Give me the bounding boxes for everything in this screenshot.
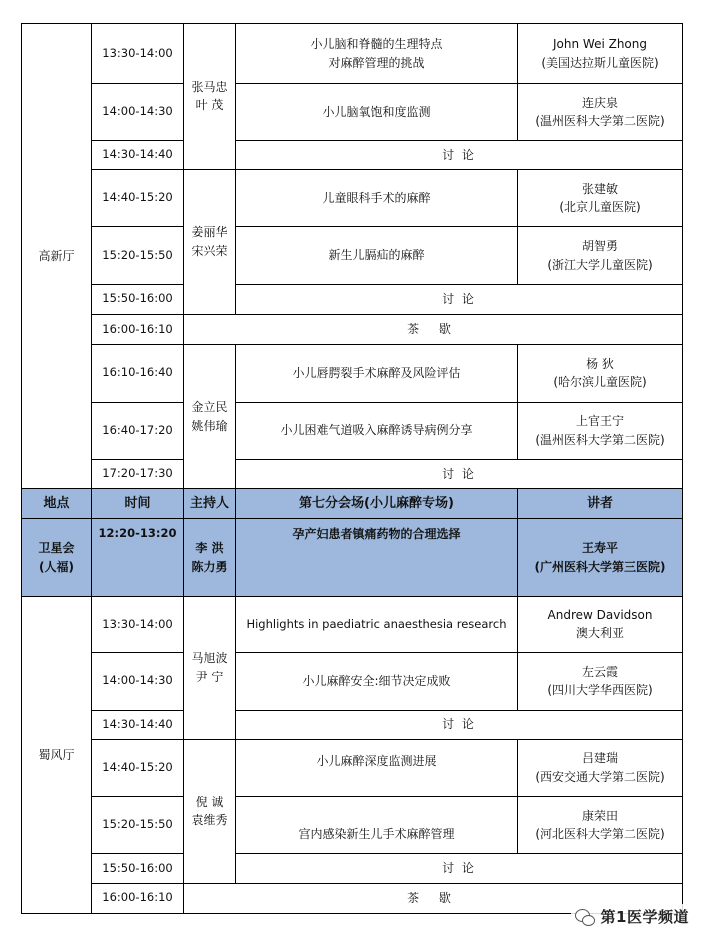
speaker-cell bbox=[518, 653, 683, 710]
time-cell: 13:30-14:00 bbox=[92, 24, 184, 84]
talk-title-cell: 小儿麻醉深度监测进展 bbox=[236, 739, 518, 796]
tea-break-cell: 茶 歇 bbox=[184, 883, 683, 913]
table-row bbox=[22, 596, 683, 652]
header-session-title: 第七分会场(小儿麻醉专场) bbox=[236, 489, 518, 519]
talk-title-cell: 小儿脑氧饱和度监测 bbox=[236, 84, 518, 140]
talk-title: 对麻醉管理的挑战 bbox=[328, 55, 425, 70]
speaker-org: (西安交通大学第二医院) bbox=[535, 769, 665, 784]
host-name: 金立民 bbox=[191, 400, 228, 414]
speaker-org: (四川大学华西医院) bbox=[547, 683, 653, 698]
table-row bbox=[22, 140, 683, 169]
speaker-name: 王寿平 bbox=[581, 540, 618, 555]
speaker-cell bbox=[518, 797, 683, 854]
watermark bbox=[571, 904, 693, 929]
time-cell: 14:30-14:40 bbox=[92, 140, 184, 169]
time-cell: 12:20-13:20 bbox=[92, 519, 184, 597]
venue-cell: 蜀风厅 bbox=[22, 596, 92, 913]
wechat-icon bbox=[575, 907, 595, 927]
speaker-name: 胡智勇 bbox=[581, 238, 618, 253]
time-cell: 13:30-14:00 bbox=[92, 596, 184, 652]
venue-sponsor: (人福) bbox=[39, 559, 74, 574]
venue-cell bbox=[22, 519, 92, 597]
speaker-name: 张建敏 bbox=[581, 181, 618, 196]
schedule-table bbox=[21, 23, 683, 914]
speaker-cell bbox=[518, 739, 683, 796]
speaker-name: 上官王宁 bbox=[575, 414, 624, 429]
host-cell bbox=[184, 596, 236, 739]
table-row bbox=[22, 797, 683, 854]
host-name: 张马忠 bbox=[191, 79, 228, 94]
host-name: 叶 茂 bbox=[195, 98, 224, 113]
speaker-cell bbox=[518, 24, 683, 84]
time-cell: 15:20-15:50 bbox=[92, 227, 184, 284]
time-cell: 15:20-15:50 bbox=[92, 797, 184, 854]
speaker-org: (美国达拉斯儿童医院) bbox=[541, 55, 659, 70]
table-row bbox=[22, 402, 683, 459]
speaker-cell bbox=[518, 519, 683, 597]
speaker-name: Andrew Davidson bbox=[547, 607, 653, 622]
speaker-cell bbox=[518, 345, 683, 402]
host-name: 宋兴荣 bbox=[191, 243, 228, 258]
discussion-cell: 讨 论 bbox=[236, 140, 683, 169]
host-cell bbox=[184, 519, 236, 597]
table-row bbox=[22, 653, 683, 710]
talk-title-cell: Highlights in paediatric anaesthesia research bbox=[236, 596, 518, 652]
time-cell: 14:40-15:20 bbox=[92, 169, 184, 226]
host-cell bbox=[184, 169, 236, 314]
speaker-org: (温州医科大学第二医院) bbox=[535, 432, 665, 447]
time-cell: 16:40-17:20 bbox=[92, 402, 184, 459]
table-row bbox=[22, 710, 683, 739]
talk-title-cell: 小儿麻醉安全:细节决定成败 bbox=[236, 653, 518, 710]
discussion-cell: 讨 论 bbox=[236, 854, 683, 883]
time-cell: 14:00-14:30 bbox=[92, 84, 184, 140]
time-cell: 17:20-17:30 bbox=[92, 459, 184, 488]
table-row bbox=[22, 739, 683, 796]
time-cell: 14:40-15:20 bbox=[92, 739, 184, 796]
speaker-cell bbox=[518, 596, 683, 652]
host-name: 尹 宁 bbox=[195, 669, 224, 684]
table-row bbox=[22, 314, 683, 344]
host-name: 马旭波 bbox=[191, 651, 228, 666]
host-cell bbox=[184, 24, 236, 170]
table-row bbox=[22, 84, 683, 140]
speaker-org: (哈尔滨儿童医院) bbox=[553, 375, 647, 390]
host-name: 姜丽华 bbox=[191, 225, 228, 240]
host-name: 李 洪 bbox=[195, 540, 224, 555]
talk-title-cell: 孕产妇患者镇痛药物的合理选择 bbox=[236, 519, 518, 597]
time-cell: 16:00-16:10 bbox=[92, 883, 184, 913]
tea-break-cell: 茶 歇 bbox=[184, 314, 683, 344]
speaker-cell bbox=[518, 227, 683, 284]
speaker-name: 连庆泉 bbox=[581, 95, 618, 110]
speaker-org: (广州医科大学第三医院) bbox=[534, 559, 666, 574]
time-cell: 15:50-16:00 bbox=[92, 284, 184, 314]
talk-title-cell bbox=[236, 24, 518, 84]
speaker-cell bbox=[518, 84, 683, 140]
speaker-name: 杨 狄 bbox=[586, 356, 614, 371]
talk-title-cell: 小儿唇腭裂手术麻醉及风险评估 bbox=[236, 345, 518, 402]
host-name: 袁维秀 bbox=[191, 813, 228, 828]
speaker-name: 吕建瑞 bbox=[581, 751, 618, 766]
header-venue: 地点 bbox=[22, 489, 92, 519]
speaker-cell bbox=[518, 402, 683, 459]
host-name: 倪 诚 bbox=[195, 794, 224, 809]
header-time: 时间 bbox=[92, 489, 184, 519]
table-row bbox=[22, 24, 683, 84]
table-row bbox=[22, 854, 683, 883]
speaker-org: (北京儿童医院) bbox=[559, 200, 641, 215]
speaker-org: (浙江大学儿童医院) bbox=[547, 257, 653, 272]
table-row bbox=[22, 345, 683, 402]
talk-title: 小儿脑和脊髓的生理特点 bbox=[310, 37, 443, 52]
header-speaker: 讲者 bbox=[518, 489, 683, 519]
time-cell: 14:30-14:40 bbox=[92, 710, 184, 739]
time-cell: 16:00-16:10 bbox=[92, 314, 184, 344]
speaker-name: 康荣田 bbox=[581, 808, 618, 823]
time-cell: 15:50-16:00 bbox=[92, 854, 184, 883]
venue-name: 卫星会 bbox=[38, 540, 75, 555]
speaker-org: (河北医科大学第二医院) bbox=[535, 827, 665, 842]
speaker-org: 澳大利亚 bbox=[575, 626, 624, 641]
watermark-text: 第1医学频道 bbox=[600, 908, 689, 926]
speaker-name: John Wei Zhong bbox=[553, 37, 647, 52]
discussion-cell: 讨 论 bbox=[236, 459, 683, 488]
satellite-row bbox=[22, 519, 683, 597]
discussion-cell: 讨 论 bbox=[236, 710, 683, 739]
table-row bbox=[22, 227, 683, 284]
host-name: 姚伟瑜 bbox=[191, 418, 228, 433]
table-row bbox=[22, 284, 683, 314]
discussion-cell: 讨 论 bbox=[236, 284, 683, 314]
speaker-org: (温州医科大学第二医院) bbox=[535, 114, 665, 129]
time-cell: 16:10-16:40 bbox=[92, 345, 184, 402]
speaker-name: 左云霞 bbox=[581, 664, 618, 679]
host-name: 陈力勇 bbox=[191, 559, 228, 574]
talk-title-cell: 新生儿膈疝的麻醉 bbox=[236, 227, 518, 284]
table-row bbox=[22, 169, 683, 226]
header-host: 主持人 bbox=[184, 489, 236, 519]
speaker-cell bbox=[518, 169, 683, 226]
section-header-row bbox=[22, 489, 683, 519]
table-row bbox=[22, 459, 683, 488]
host-cell bbox=[184, 739, 236, 883]
host-cell bbox=[184, 345, 236, 489]
venue-cell: 高新厅 bbox=[22, 24, 92, 489]
time-cell: 14:00-14:30 bbox=[92, 653, 184, 710]
talk-title-cell: 小儿困难气道吸入麻醉诱导病例分享 bbox=[236, 402, 518, 459]
talk-title-cell: 宫内感染新生儿手术麻醉管理 bbox=[236, 797, 518, 854]
talk-title-cell: 儿童眼科手术的麻醉 bbox=[236, 169, 518, 226]
